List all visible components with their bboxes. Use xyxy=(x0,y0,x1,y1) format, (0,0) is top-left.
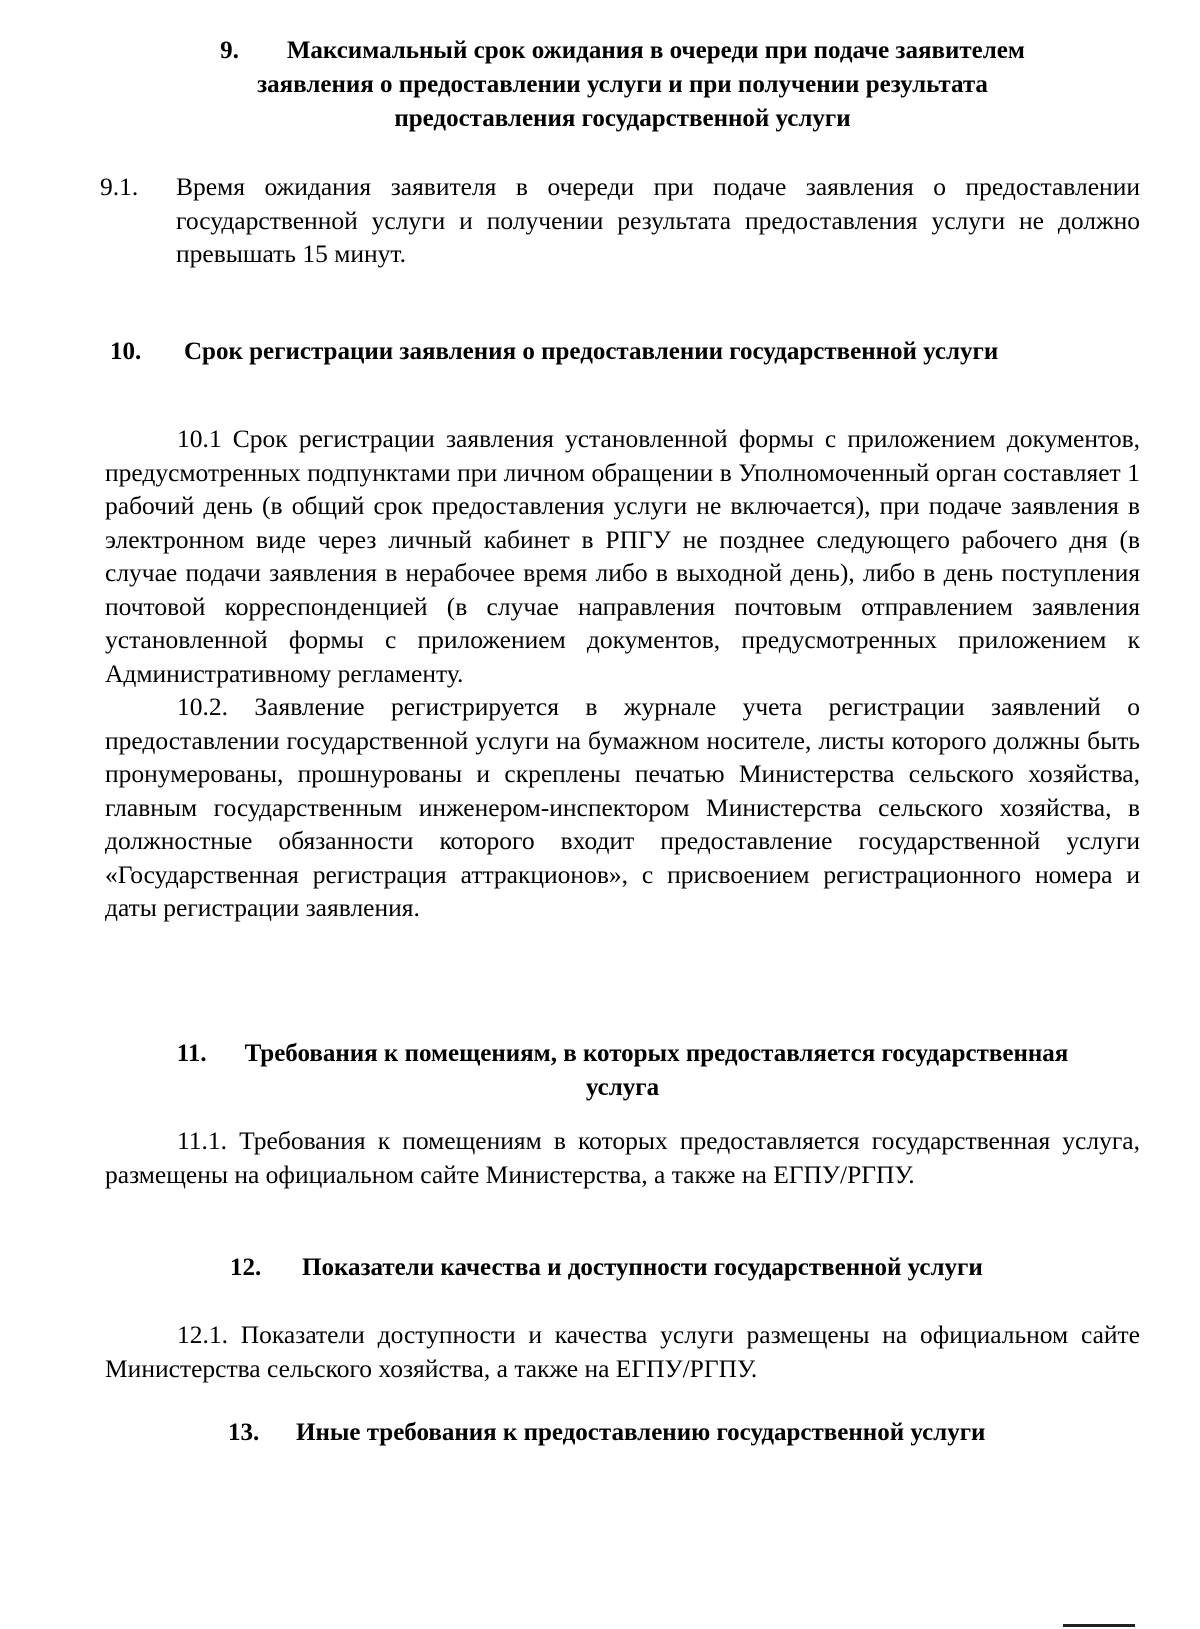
section-9-item-1 xyxy=(100,170,1140,271)
section-11-body xyxy=(105,1124,1140,1191)
paragraph-10-2: 10.2. Заявление регистрируется в журнале учета регистрации заявлений о предоставлении государственной услуги на бумажном носителе, листы которого должны быть пронумерованы, прошнурованы и скреплены печатью Министерства сельского хозяйства, главным государственным инженером-инспектором Министерства сельского хозяйства, в должностные обязанности которого входит предоставление государственной услуги «Государственная регистрация аттракционов», с присвоением регистрационного номера и даты регистрации заявления. xyxy=(105,692,1140,922)
section-13-heading xyxy=(228,1416,1140,1450)
section-10-heading xyxy=(110,335,1145,369)
item-number: 9.1. xyxy=(100,172,139,201)
section-11-heading-line-1 xyxy=(105,1037,1140,1071)
section-9-title-line-1: Максимальный срок ожидания в очереди при подаче заявителем xyxy=(286,37,1025,64)
section-11-heading xyxy=(105,1037,1140,1105)
section-11-title-line-1: Требования к помещениям, в которых предоставляется государственная xyxy=(244,1040,1069,1067)
section-12-body xyxy=(105,1318,1140,1385)
scan-edge-mark xyxy=(1063,1624,1135,1627)
section-11-title-line-2: услуга xyxy=(585,1074,660,1101)
section-10-title: Срок регистрации заявления о предоставлении государственной услуги xyxy=(184,338,999,365)
section-11-number: 11. xyxy=(176,1040,207,1067)
paragraph-10-1: 10.1 Срок регистрации заявления установленной формы с приложением документов, предусмотренных подпунктами при личном обращении в Уполномоченный орган составляет 1 рабочий день (в общий срок предоставления услуги не включается), при подаче заявления в электронном виде через личный кабинет в РПГУ не позднее следующего рабочего дня (в случае подачи заявления в нерабочее время либо в выходной день), либо в день поступления почтовой корреспонденцией (в случае направления почтовым отправлением заявления установленной формы с приложением документов, предусмотренных приложением к Административному регламенту. xyxy=(105,424,1140,688)
paragraph-11-1: 11.1. Требования к помещениям в которых предоставляется государственная услуга, размещены на официальном сайте Министерства, а также на ЕГПУ/РГПУ. xyxy=(105,1126,1140,1189)
section-13-title: Иные требования к предоставлению государственной услуги xyxy=(296,1419,986,1446)
section-10-body xyxy=(105,422,1140,925)
section-9-title-line-2: заявления о предоставлении услуги и при получении результата xyxy=(257,71,988,98)
section-9-heading-line-1 xyxy=(105,34,1140,68)
paragraph-12-1: 12.1. Показатели доступности и качества услуги размещены на официальном сайте Министерства сельского хозяйства, а также на ЕГПУ/РГПУ. xyxy=(105,1320,1140,1383)
section-12-title: Показатели качества и доступности государственной услуги xyxy=(302,1254,983,1281)
item-text: Время ожидания заявителя в очереди при подаче заявления о предоставлении государственной услуги и получении результата предоставления услуги не должно превышать 15 минут. xyxy=(176,172,1140,268)
section-9-heading xyxy=(105,34,1140,136)
section-12-number: 12. xyxy=(230,1254,262,1281)
section-10-number: 10. xyxy=(110,338,142,365)
section-9-number: 9. xyxy=(220,37,239,64)
section-13-number: 13. xyxy=(228,1419,260,1446)
section-12-heading xyxy=(230,1251,1140,1285)
section-9-title-line-3: предоставления государственной услуги xyxy=(394,105,851,132)
